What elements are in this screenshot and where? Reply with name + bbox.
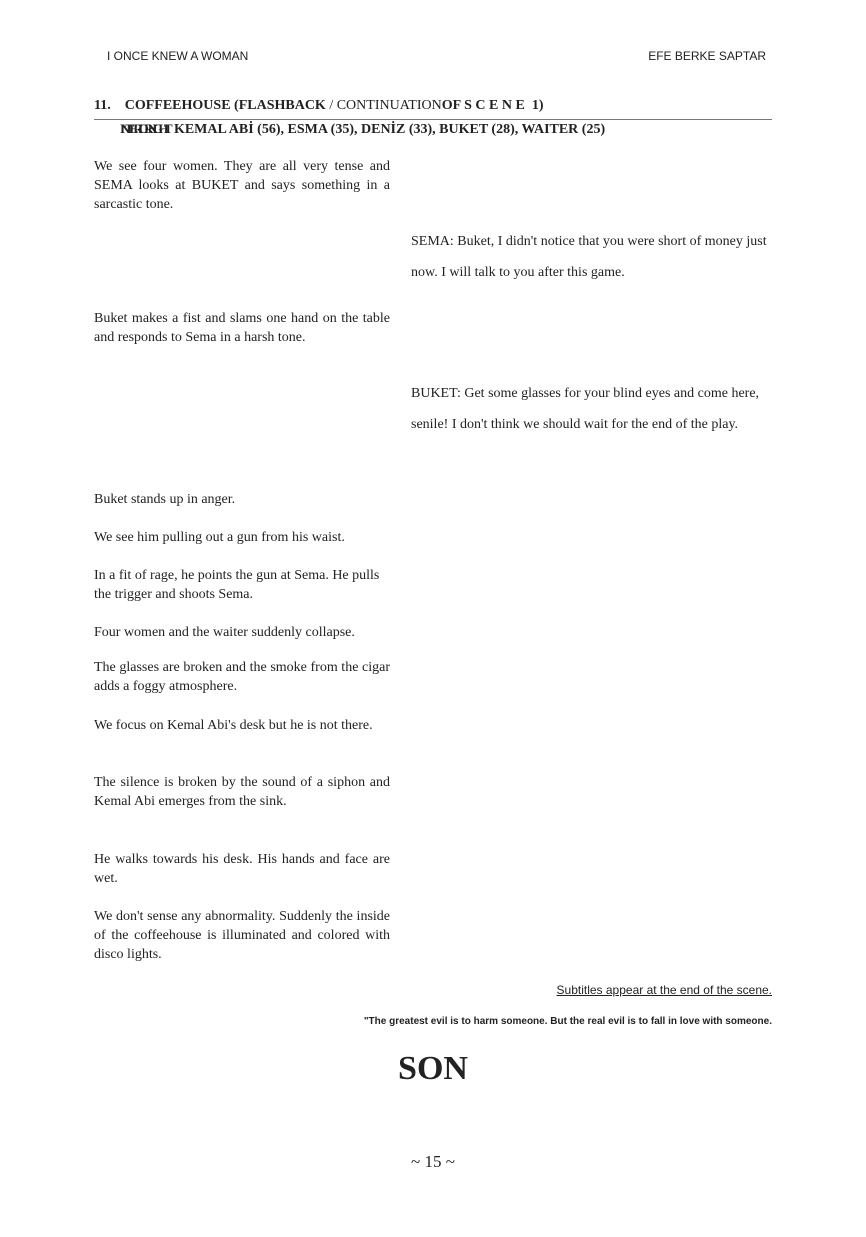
scene-int-night: INTERIOR NIGHT [120,121,168,136]
action-7: The glasses are broken and the smoke from the cigar adds a foggy atmosphere. [94,660,390,694]
end-title: SON [398,1050,468,1087]
scene-separator: / [325,98,337,113]
closing-quote: "The greatest evil is to harm someone. But the real evil is to fall in love with someone. [363,1016,772,1027]
scene-continuation: CONTINUATION [336,98,442,113]
action-6: Four women and the waiter suddenly collapse. [94,625,355,640]
scene-characters: KEMAL ABİ (56), ESMA (35), DENİZ (33), BUKET (28), WAITER (25) [173,122,606,137]
scene-location: COFFEEHOUSE (FLASHBACK [124,98,326,113]
action-4: We see him pulling out a gun from his waist. [94,530,345,545]
subtitle-note: Subtitles appear at the end of the scene. [556,983,772,997]
dialogue-buket: BUKET: Get some glasses for your blind eyes and come here, senile! I don't think we should wait for the end of the play. [411,386,760,432]
action-8: We focus on Kemal Abi's desk but he is not there. [94,718,373,733]
dialogue-sema: SEMA: Buket, I didn't notice that you were short of money just now. I will talk to you after this game. [411,234,767,280]
page-number: ~ 15 ~ [411,1152,455,1171]
action-1: We see four women. They are all very tense and SEMA looks at BUKET and says something in a sarcastic tone. [94,159,390,212]
header-title: I ONCE KNEW A WOMAN [107,49,249,63]
scene-divider [94,119,772,120]
header-author: EFE BERKE SAPTAR [648,49,766,63]
action-3: Buket stands up in anger. [94,492,236,507]
action-2: Buket makes a fist and slams one hand on the table and responds to Sema in a harsh tone. [94,311,390,345]
action-5: In a fit of rage, he points the gun at Sema. He pulls the trigger and shoots Sema. [94,568,380,602]
scene-of-scene: OF S C E N E 1) [441,98,544,113]
action-11: We don't sense any abnormality. Suddenly the inside of the coffeehouse is illuminated and colored with disco lights. [94,909,390,962]
scene-cast [120,121,605,138]
action-10: He walks towards his desk. His hands and face are wet. [94,852,390,886]
scene-number: 11. [94,98,111,113]
scene-heading [94,98,544,114]
action-9: The silence is broken by the sound of a siphon and Kemal Abi emerges from the sink. [94,775,390,809]
